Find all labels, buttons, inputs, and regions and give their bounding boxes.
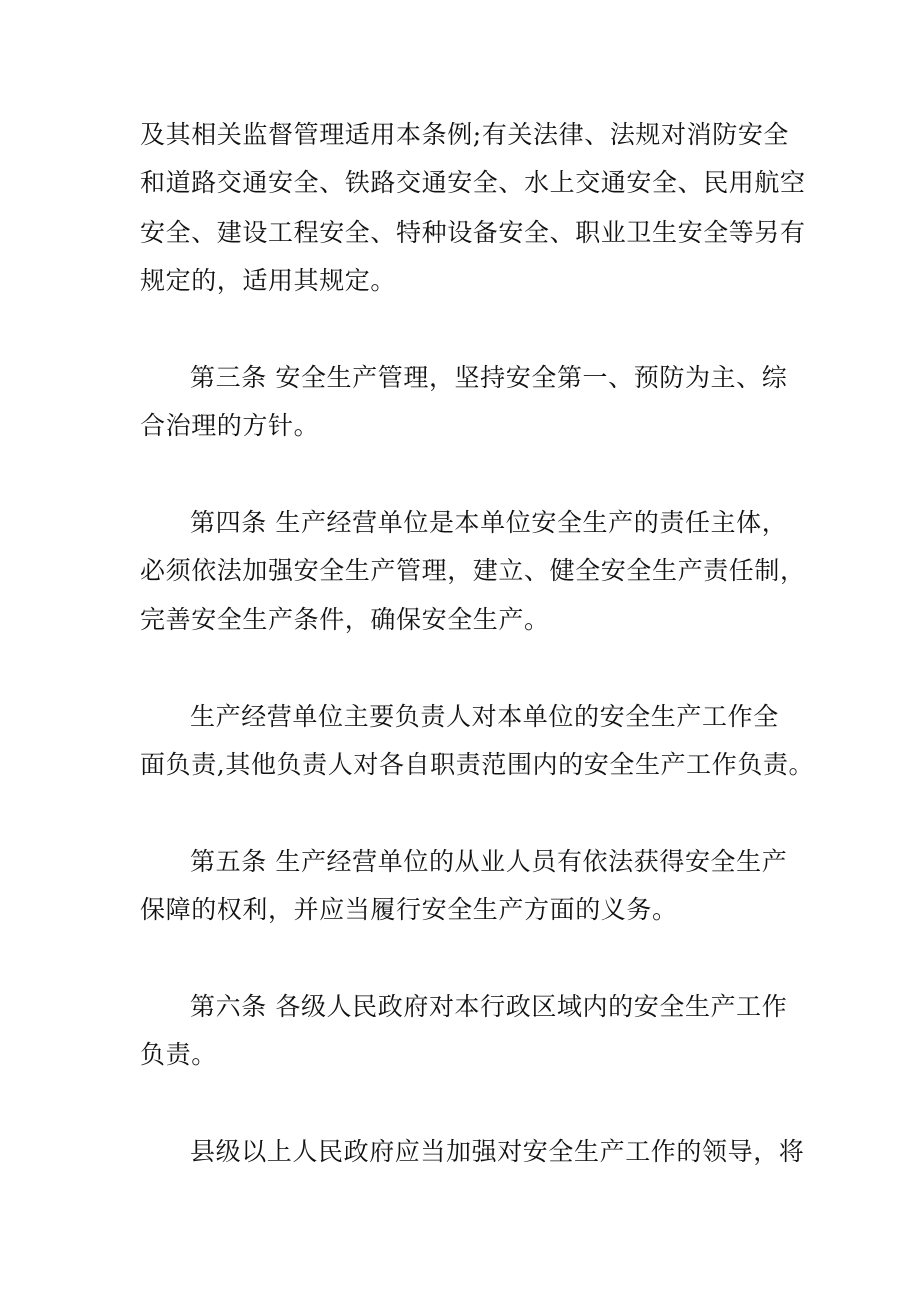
text-line: 保障的权利，并应当履行安全生产方面的义务。 [140,895,678,924]
article-5-line: 第五条 生产经营单位的从业人员有依法获得安全生产 [190,847,788,876]
text-line: 及其相关监督管理适用本条例;有关法律、法规对消防安全 [140,120,790,149]
text-line: 合治理的方针。 [140,411,320,440]
text-line: 完善安全生产条件，确保安全生产。 [140,605,550,634]
text-line: 面负责,其他负责人对各自职责范围内的安全生产工作负责。 [140,750,815,779]
paragraph-line: 生产经营单位主要负责人对本单位的安全生产工作全 [190,702,779,731]
text-line: 规定的，适用其规定。 [140,266,397,295]
text-line: 安全、建设工程安全、特种设备安全、职业卫生安全等另有 [140,218,806,247]
article-4-line: 第四条 生产经营单位是本单位安全生产的责任主体， [190,508,788,537]
article-6-line: 第六条 各级人民政府对本行政区域内的安全生产工作 [190,992,788,1021]
text-line: 负责。 [140,1040,217,1069]
paragraph-line: 县级以上人民政府应当加强对安全生产工作的领导，将 [190,1137,805,1166]
text-line: 必须依法加强安全生产管理，建立、健全安全生产责任制， [140,556,806,585]
article-3-line: 第三条 安全生产管理，坚持安全第一、预防为主、综 [190,363,788,392]
text-line: 和道路交通安全、铁路交通安全、水上交通安全、民用航空 [140,168,806,197]
